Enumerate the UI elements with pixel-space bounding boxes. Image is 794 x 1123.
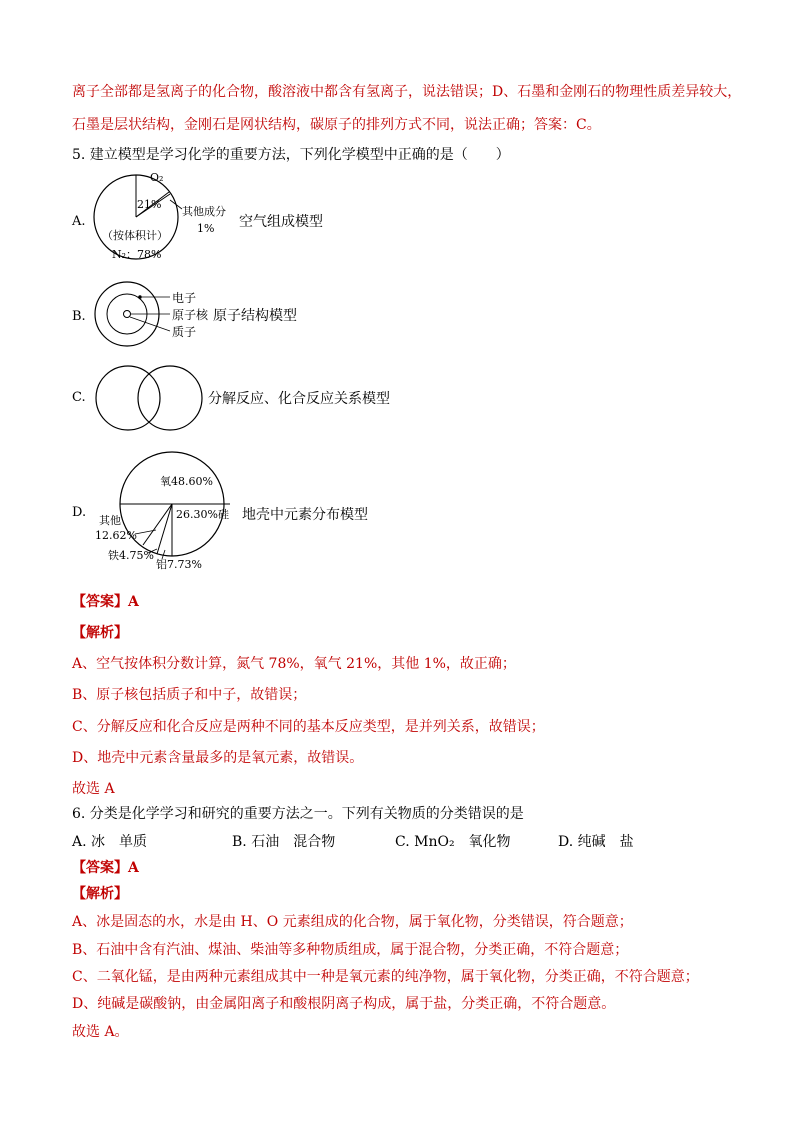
by-volume-label: （按体积计） bbox=[102, 229, 168, 242]
q6-analysis-title: 【解析】 bbox=[72, 886, 128, 902]
q6-option-a: A. 冰 单质 bbox=[72, 834, 148, 850]
proton-label: 质子 bbox=[172, 325, 197, 339]
q5-option-b-letter: B. bbox=[72, 309, 86, 324]
q6-stem: 6. 分类是化学学习和研究的重要方法之一。下列有关物质的分类错误的是 bbox=[72, 806, 524, 822]
other-component-label: 其他成分 bbox=[182, 205, 226, 218]
q6-analysis-c: C、二氧化锰，是由两种元素组成其中一种是氧元素的纯净物，属于氧化物，分类正确，不符合题意； bbox=[72, 969, 699, 985]
q6-option-c: C. MnO₂ 氧化物 bbox=[395, 834, 511, 850]
q5-option-c-caption: 分解反应、化合反应关系模型 bbox=[208, 391, 390, 407]
atom-structure-diagram bbox=[90, 280, 220, 350]
q5-option-d-letter: D. bbox=[72, 505, 87, 520]
silicon-label: 26.30%硅 bbox=[176, 508, 229, 521]
q5-analysis-a: A、空气按体积分数计算，氮气 78%，氧气 21%，其他 1%，故正确； bbox=[72, 656, 516, 672]
other-elements-label: 其他 bbox=[99, 514, 121, 527]
reaction-relationship-diagram bbox=[92, 364, 208, 432]
oxygen-label: 氧48.60% bbox=[160, 475, 213, 488]
q5-answer: 【答案】A bbox=[72, 594, 139, 610]
other-percent-label: 1% bbox=[197, 222, 215, 235]
intro-line-2: 石墨是层状结构，金刚石是网状结构，碳原子的排列方式不同，说法正确；答案：C。 bbox=[72, 117, 601, 133]
o2-percent-label: 21% bbox=[137, 198, 162, 211]
aluminum-label: 铝7.73% bbox=[156, 558, 202, 571]
q6-analysis-d: D、纯碱是碳酸钠，由金属阳离子和酸根阴离子构成，属于盐，分类正确，不符合题意。 bbox=[72, 996, 616, 1012]
q6-option-b: B. 石油 混合物 bbox=[232, 834, 336, 850]
q6-answer: 【答案】A bbox=[72, 860, 139, 876]
q6-conclusion: 故选 A。 bbox=[72, 1024, 129, 1040]
q5-analysis-title: 【解析】 bbox=[72, 625, 128, 641]
q5-option-c-letter: C. bbox=[72, 390, 86, 405]
q5-option-d-caption: 地壳中元素分布模型 bbox=[242, 507, 368, 523]
other-elements-percent: 12.62% bbox=[95, 529, 137, 542]
q5-analysis-d: D、地壳中元素含量最多的是氧元素，故错误。 bbox=[72, 750, 364, 766]
q6-analysis-a: A、冰是固态的水，水是由 H、O 元素组成的化合物，属于氧化物，分类错误，符合题意； bbox=[72, 914, 633, 930]
q6-option-d: D. 纯碱 盐 bbox=[558, 834, 634, 850]
q6-analysis-b: B、石油中含有汽油、煤油、柴油等多种物质组成，属于混合物，分类正确，不符合题意； bbox=[72, 942, 629, 958]
q5-analysis-c: C、分解反应和化合反应是两种不同的基本反应类型，是并列关系，故错误； bbox=[72, 719, 545, 735]
q5-stem: 5. 建立模型是学习化学的重要方法，下列化学模型中正确的是（ ） bbox=[72, 147, 510, 163]
intro-line-1: 离子全部都是氢离子的化合物，酸溶液中都含有氢离子，说法错误；D、石墨和金刚石的物理性质差异较大， bbox=[72, 84, 742, 100]
q5-conclusion: 故选 A bbox=[72, 781, 115, 797]
nucleus-label: 原子核 bbox=[172, 308, 209, 322]
o2-label: O₂ bbox=[150, 171, 164, 184]
air-composition-diagram bbox=[86, 166, 246, 268]
q5-option-a-letter: A. bbox=[72, 214, 86, 229]
electron-label: 电子 bbox=[172, 291, 197, 305]
q5-option-a-caption: 空气组成模型 bbox=[239, 214, 323, 230]
q5-analysis-b: B、原子核包括质子和中子，故错误； bbox=[72, 687, 307, 703]
crust-elements-diagram bbox=[90, 447, 240, 575]
n2-percent-label: N₂：78% bbox=[112, 248, 162, 261]
q5-option-b-caption: 原子结构模型 bbox=[213, 308, 297, 324]
iron-label: 铁4.75% bbox=[108, 549, 154, 562]
